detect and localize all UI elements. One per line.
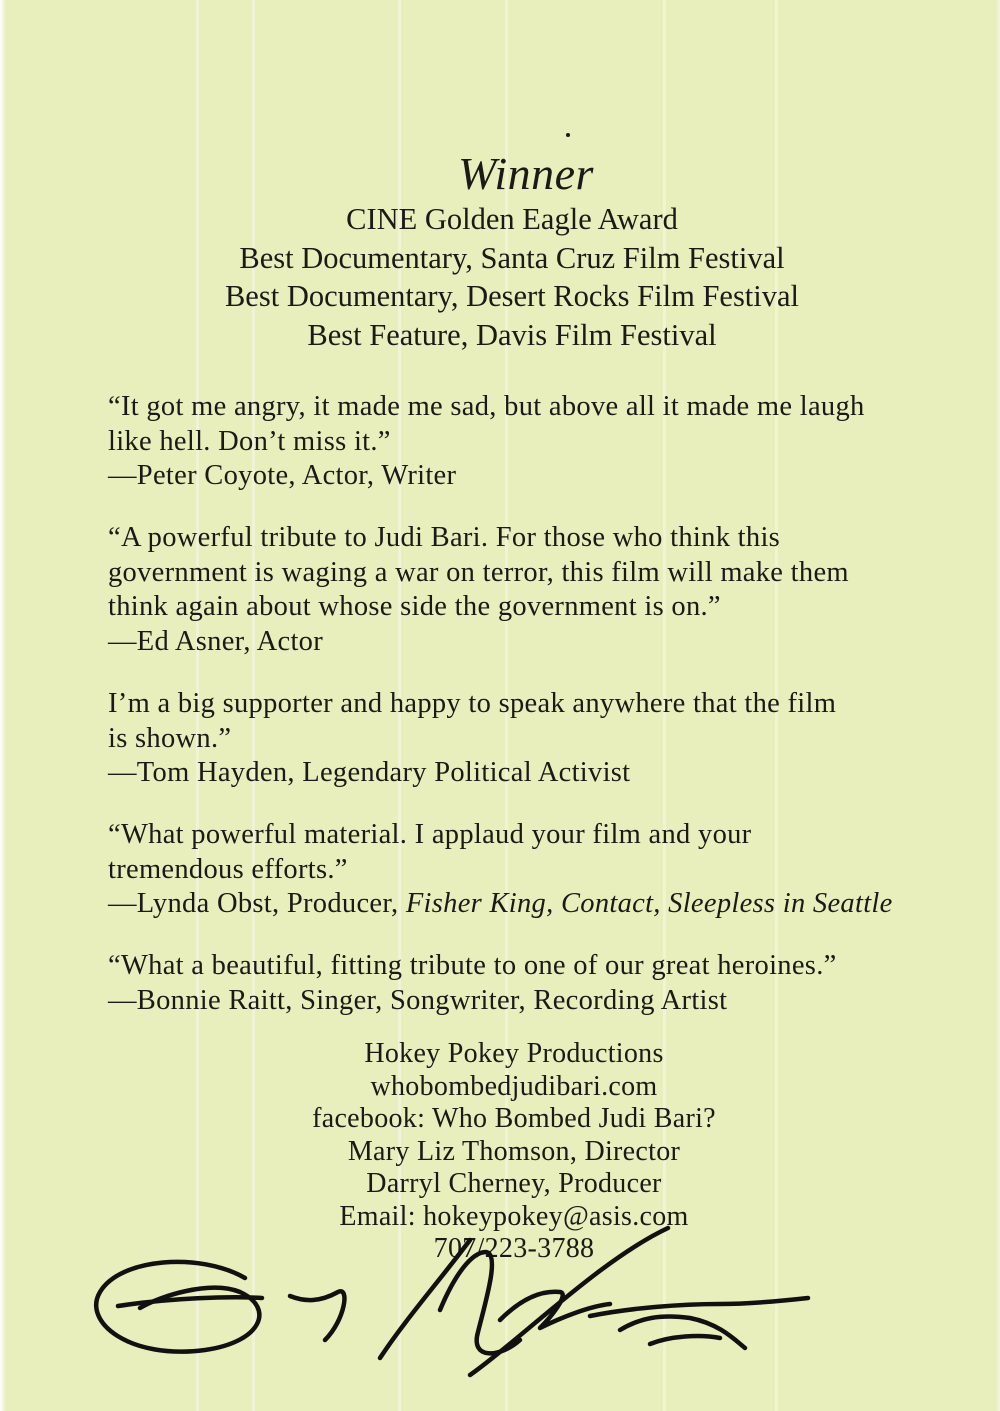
- quote-tom-hayden: [108, 687, 958, 791]
- website-link[interactable]: whobombedjudibari.com: [370, 1070, 658, 1102]
- company-name: Hokey Pokey Productions: [364, 1038, 664, 1069]
- quote-bonnie-raitt: [108, 949, 958, 1018]
- ink-speck: [566, 133, 570, 137]
- attribution-name: —Lynda Obst, Producer,: [108, 888, 406, 919]
- award-item: CINE Golden Eagle Award: [346, 202, 678, 236]
- quote-line: “A powerful tribute to Judi Bari. For those who think this: [108, 522, 781, 553]
- quote-attribution: —Ed Asner, Actor: [108, 625, 324, 657]
- quote-line: tremendous efforts.”: [108, 853, 348, 885]
- quote-line: “It got me angry, it made me sad, but above all it made me laugh: [108, 391, 865, 422]
- quote-ed-asner: [108, 521, 958, 659]
- quote-line: government is waging a war on terror, this film will make them: [108, 556, 849, 588]
- contact-block: [14, 1038, 1000, 1266]
- director-credit: Mary Liz Thomson, Director: [347, 1135, 681, 1167]
- awards-list: [12, 200, 1000, 354]
- award-item: Best Feature, Davis Film Festival: [307, 317, 717, 352]
- quote-lynda-obst: [108, 818, 958, 922]
- quote-line: is shown.”: [108, 722, 232, 754]
- facebook-page: facebook: Who Bombed Judi Bari?: [312, 1103, 716, 1134]
- phone-number: 707/223-3788: [433, 1233, 595, 1264]
- quote-attribution: —Peter Coyote, Actor, Writer: [108, 460, 457, 491]
- quote-line: “What powerful material. I applaud your film and your: [108, 819, 752, 850]
- winner-heading: Winner: [458, 148, 594, 199]
- quote-attribution: [108, 887, 958, 922]
- attribution-films: Fisher King, Contact, Sleepless in Seattle: [405, 888, 893, 919]
- quote-attribution: —Tom Hayden, Legendary Political Activist: [108, 757, 631, 788]
- producer-credit: Darryl Cherney, Producer: [366, 1168, 662, 1199]
- quote-line: like hell. Don’t miss it.”: [108, 425, 391, 457]
- quote-peter-coyote: [108, 390, 958, 494]
- quote-attribution: —Bonnie Raitt, Singer, Songwriter, Recording Artist: [108, 984, 728, 1016]
- email-address[interactable]: Email: hokeypokey@asis.com: [339, 1200, 689, 1232]
- award-item: Best Documentary, Santa Cruz Film Festival: [239, 240, 785, 275]
- quote-line: “What a beautiful, fitting tribute to one of our great heroines.”: [108, 950, 837, 981]
- award-item: Best Documentary, Desert Rocks Film Festival: [224, 279, 800, 313]
- scan-edge-left: [0, 0, 6, 1411]
- quote-line: I’m a big supporter and happy to speak anywhere that the film: [108, 688, 837, 719]
- quote-line: think again about whose side the government is on.”: [108, 591, 721, 622]
